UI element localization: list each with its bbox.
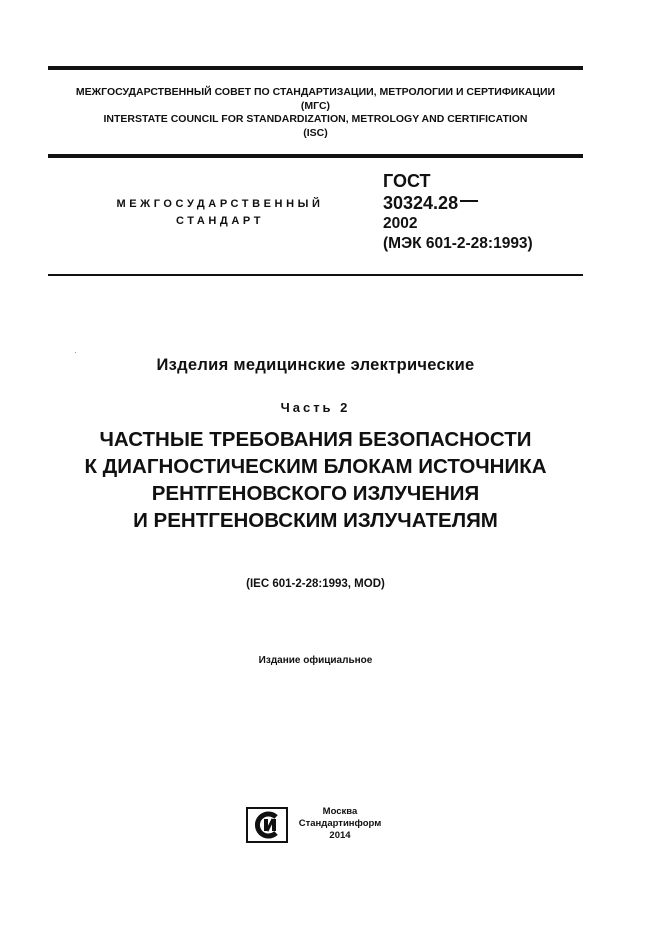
official-edition: Издание официальное (258, 655, 373, 666)
general-title: Изделия медицинские электрические (156, 356, 475, 374)
gost-number-line (383, 192, 533, 214)
header-rule (48, 154, 583, 158)
iec-designation: (IEC 601-2-28:1993, MOD) (246, 578, 385, 590)
publisher-name: Стандартинформ (298, 818, 382, 829)
main-title (0, 426, 631, 534)
publisher-block (290, 806, 390, 842)
gost-label: ГОСТ (383, 171, 431, 191)
standard-type (70, 196, 370, 230)
part-label: Часть 2 (280, 400, 351, 415)
main-title-line: ЧАСТНЫЕ ТРЕБОВАНИЯ БЕЗОПАСНОСТИ (99, 428, 532, 451)
council-abbr-en: (ISC) (303, 126, 328, 139)
designation-rule (48, 274, 583, 276)
gost-number: 30324.28 (383, 193, 459, 213)
publisher-city: Москва (322, 806, 358, 817)
main-title-line: К ДИАГНОСТИЧЕСКИМ БЛОКАМ ИСТОЧНИКА (84, 455, 547, 478)
gost-year: 2002 (383, 215, 418, 232)
standard-type-line1: МЕЖГОСУДАРСТВЕННЫЙ (116, 198, 324, 210)
publisher-year: 2014 (329, 830, 351, 841)
main-title-line: РЕНТГЕНОВСКОГО ИЗЛУЧЕНИЯ (151, 482, 480, 505)
council-header (40, 86, 591, 140)
speck (75, 352, 76, 353)
standard-type-line2: СТАНДАРТ (175, 215, 265, 227)
council-name-en: INTERSTATE COUNCIL FOR STANDARDIZATION, METROLOGY AND CERTIFICATION (103, 113, 528, 125)
council-name-ru: МЕЖГОСУДАРСТВЕННЫЙ СОВЕТ ПО СТАНДАРТИЗАЦИИ, МЕТРОЛОГИИ И СЕРТИФИКАЦИИ (75, 86, 556, 98)
standartinform-logo-icon (246, 807, 288, 843)
main-title-line: И РЕНТГЕНОВСКИМ ИЗЛУЧАТЕЛЯМ (133, 509, 498, 532)
dash-mark (460, 200, 478, 202)
council-abbr-ru: (МГС) (300, 99, 331, 112)
iec-reference: (МЭК 601-2-28:1993) (383, 235, 533, 252)
top-rule (48, 66, 583, 70)
standard-designation (383, 170, 533, 254)
